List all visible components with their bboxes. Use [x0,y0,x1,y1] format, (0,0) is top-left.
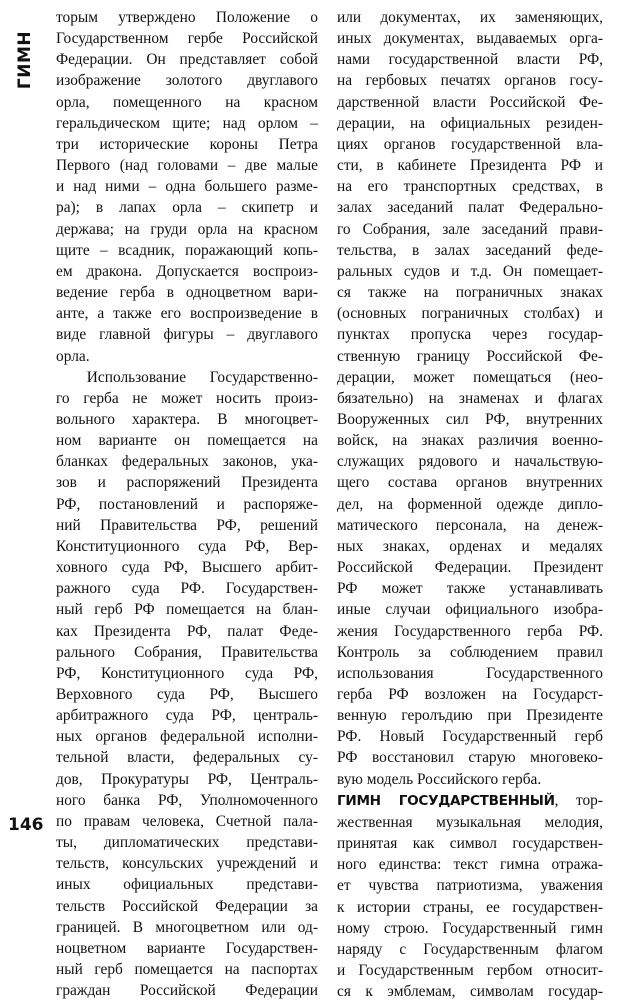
right-column-text [337,7,603,790]
right-column [337,7,603,1002]
dictionary-entry-first-line [337,790,603,812]
text-line: залах заседаний палат Федерально- [337,199,603,217]
text-line: матического персонала, на денеж- [337,516,603,534]
text-line: наряду с Государственным флагом [337,940,603,958]
text-line: ных органов федеральной исполни- [56,728,318,746]
text-line: и Государственным гербом относит- [337,962,603,980]
text-line: служащих рядового и начальствую- [337,453,603,471]
text-line: жественная музыкальная мелодия, [337,813,603,831]
text-line: ся также на пограничных знаках [337,284,603,302]
text-line: ты, дипломатических представи- [56,834,318,852]
text-line: РФ. Новый Государственный герб [337,728,603,746]
text-line: иных официальных представи- [56,876,318,894]
text-line: геральдическом щите; над орлом – [56,114,318,132]
text-line: границей. В многоцветном или од- [56,918,318,936]
text-line: Контроль за соблюдением правил [337,643,603,661]
page-number: 146 [8,815,44,835]
text-line: на гербовых печатях органов госу- [337,72,603,90]
text-line: арбитражного суда РФ, централь- [56,707,318,725]
text-line: иные случаи официального изобра- [337,601,603,619]
left-column [56,7,318,1001]
text-line: Российской Федерации. Президент [337,559,603,577]
text-line: вую модель Российского герба. [337,770,542,788]
text-line: щего состава органов внутренних [337,474,603,492]
text-line: ках Президента РФ, палат Феде- [56,622,318,640]
text-line: нами государственной власти РФ, [337,51,603,69]
entry-headword: ГИМН ГОСУДАРСТВЕННЫЙ [337,792,555,809]
text-line: ний Правительства РФ, решений [56,516,318,534]
text-line: ноцветном варианте Государствен- [56,939,318,957]
text-line: ет чувства патриотизма, уважения [337,877,603,895]
text-line: РФ восстановил старую многовеко- [337,749,603,767]
text-line: тельств, консульских учреждений и [56,855,318,873]
text-line: ственную границу Российской Фе- [337,347,603,365]
text-line: виде главной фигуры – двуглавого [56,326,318,344]
text-line: (основных пограничных столбах) и [337,305,603,323]
text-line: го герба не может носить произ- [56,389,318,407]
entry-first-line-rest: , тор- [554,791,603,809]
text-line: иных документах, выдаваемых орга- [337,30,603,48]
text-line: ражного суда РФ. Государствен- [56,580,318,598]
text-line: бязательно) на знаменах и флагах [337,389,603,407]
section-tab-label: ГИМН [15,30,35,90]
text-line: Верховного суда РФ, Высшего [56,686,318,703]
text-line: дерации, может помещаться (нео- [337,368,603,386]
text-line: рального Собрания, Правительства [56,643,318,661]
text-line: го Собрания, зале заседаний прави- [337,220,603,238]
text-line: ховного суда РФ, Высшего арбит- [56,559,318,577]
text-line: ра); в лапах орла – скипетр и [56,199,318,217]
text-line: Использование Государственно- [86,368,318,386]
text-line: принятая как символ государствен- [337,835,603,853]
text-line: и над ними – одна большего разме- [56,178,318,196]
text-line: тельства, в залах заседаний феде- [337,241,603,259]
section-tab [12,24,38,96]
text-line: РФ, Конституционного суда РФ, [56,664,318,682]
text-line: ном варианте он помещается на [56,432,318,450]
text-line: ного единства: текст гимна отража- [337,856,603,874]
text-line: ведение герба в одноцветном вари- [56,284,318,302]
text-line: щите – всадник, поражающий копь- [56,241,318,259]
text-line: дарственной власти Российской Фе- [337,93,603,111]
text-line: циях органов государственной вла- [337,135,603,153]
text-line: использования Государственного [337,664,603,682]
text-line: войск, на знаках различия военно- [337,432,603,450]
text-line: по правам человека, Счетной пала- [56,812,318,830]
text-line: Государственном гербе Российской [56,30,318,48]
text-line: ся к эмблемам, символам государ- [337,983,603,1001]
text-line: пунктах пропуска через государ- [337,326,603,344]
text-line: ный герб РФ помещается на блан- [56,601,318,619]
text-line: ному строю. Государственный гимн [337,919,603,937]
text-line: ного банка РФ, Уполномоченного [56,791,318,809]
text-line: Первого (над головами – две малые [56,157,318,175]
text-line: ных знаках, орденах и медалях [337,537,603,555]
text-line: или документах, их заменяющих, [337,9,603,26]
text-line: тельств Российской Федерации за [56,897,318,915]
text-line: тельной власти, федеральных су- [56,749,318,767]
text-line: дел, на форменной одежде дипло- [337,495,603,513]
text-line: венную геролъдию при Президенте [337,707,603,725]
text-line: три исторические короны Петра [56,135,318,153]
text-line: жения Государственного герба РФ. [337,622,603,640]
text-line: ный герб помещается на паспортах [56,961,318,979]
text-line: ем дракона. Допускается воспроиз- [56,262,318,280]
text-line: держава; на груди орла на красном [56,220,318,238]
text-line: герба РФ возложен на Государст- [337,686,603,703]
text-line: анте, а также его воспроизведение в [56,305,318,323]
text-line: к истории страны, ее государствен- [337,898,603,916]
text-line: дерации, на официальных резиден- [337,114,603,132]
text-line: изображение золотого двуглавого [56,72,318,90]
entry-text [337,812,603,1002]
text-line: орла, помещенного на красном [56,93,318,111]
text-line: орла. [56,347,90,365]
text-line: граждан Российской Федерации [56,982,318,1000]
text-line: Вооруженных сил РФ, внутренних [337,410,603,428]
text-line: РФ может также устанавливать [337,580,603,598]
text-line: ральных судов и т.д. Он помещает- [337,262,603,280]
text-line: зов и распоряжений Президента [56,474,318,492]
text-line: дов, Прокуратуры РФ, Централь- [56,770,318,788]
text-line: Конституционного суда РФ, Вер- [56,537,318,555]
text-line: на его транспортных средствах, в [337,178,603,196]
text-line: бланках федеральных законов, ука- [56,453,318,471]
text-line: вольного характера. В многоцвет- [56,410,318,428]
text-line: торым утверждено Положение о [56,9,318,26]
text-line: РФ, постановлений и распоряже- [56,495,318,513]
text-line: сти, в кабинете Президента РФ и [337,157,603,175]
text-line: Федерации. Он представляет собой [56,51,318,69]
